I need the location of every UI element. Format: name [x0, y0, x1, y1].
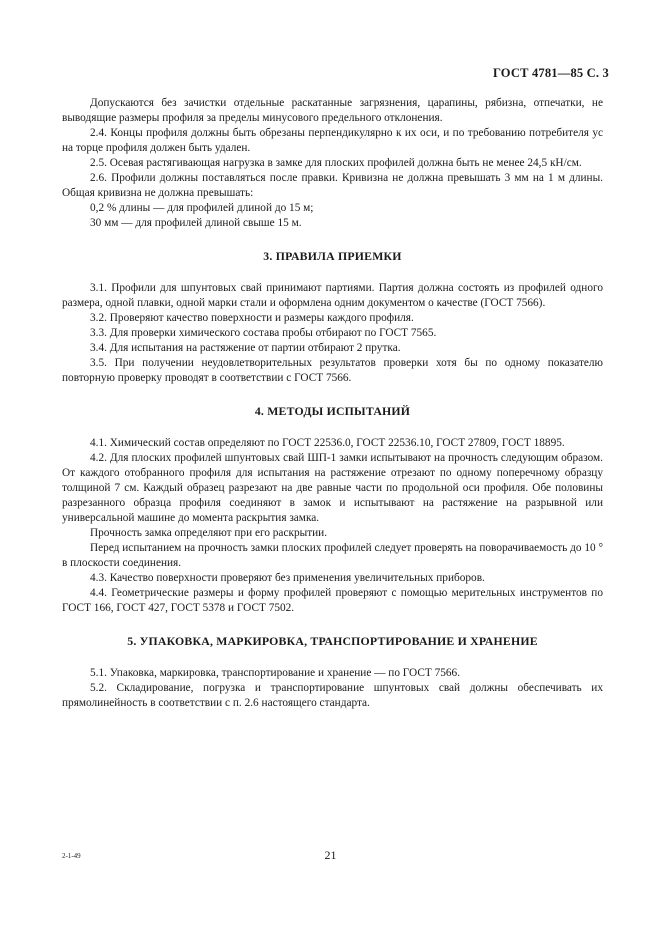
- paragraph-4-3: 4.3. Качество поверхности проверяют без применения увеличительных приборов.: [90, 572, 485, 584]
- document-body: [62, 96, 603, 711]
- paragraph-3-4: 3.4. Для испытания на растяжение от партии отбирают 2 прутка.: [90, 342, 401, 354]
- section-4-heading: 4. МЕТОДЫ ИСПЫТАНИЙ: [254, 404, 411, 418]
- section-5-heading: 5. УПАКОВКА, МАРКИРОВКА, ТРАНСПОРТИРОВАНИЕ И ХРАНЕНИЕ: [127, 634, 538, 648]
- paragraph-5-2: 5.2. Складирование, погрузка и транспортирование шпунтовых свай должны обеспечивать их прямолинейность в соответствии с п. 2.6 настоящего стандарта.: [62, 682, 603, 709]
- paragraph-3-5: 3.5. При получении неудовлетворительных результатов проверки хотя бы по одному показателю повторную проверку проводят в соответствии с ГОСТ 7566.: [62, 357, 603, 384]
- paragraph-4-2: 4.2. Для плоских профилей шпунтовых свай ШП-1 замки испытывают на прочность следующим образом. От каждого отобранного профиля для испытания на растяжение отрезают по одному поперечному образцу толщиной 7 см. Каждый образец разрезают на две равные части по продольной оси профиля. Обе половины разрезанного образца профиля соединяют в замок и испытывают на растяжение на разрывной или универсальной машине до момента раскрытия замка.: [62, 452, 603, 524]
- paragraph-2-5: 2.5. Осевая растягивающая нагрузка в замке для плоских профилей должна быть не менее 24,5 кН/см.: [90, 157, 582, 169]
- paragraph-2-3-cont: Допускаются без зачистки отдельные раскатанные загрязнения, царапины, рябизна, отпечатки, не выводящие размеры профиля за пределы минусового предельного отклонения.: [62, 97, 603, 124]
- paragraph-2-6-item-b: 30 мм — для профилей длиной свыше 15 м.: [90, 217, 302, 229]
- paragraph-2-6-item-a: 0,2 % длины — для профилей длиной до 15 м;: [90, 202, 314, 214]
- paragraph-2-4: 2.4. Концы профиля должны быть обрезаны перпендикулярно к их оси, и по требованию потребителя ус на торце профиля должен быть удален.: [62, 127, 603, 154]
- paragraph-4-4: 4.4. Геометрические размеры и форму профилей проверяют с помощью мерительных инструментов по ГОСТ 166, ГОСТ 427, ГОСТ 5378 и ГОСТ 7502.: [62, 587, 603, 614]
- page-number: 21: [324, 848, 337, 862]
- paragraph-3-1: 3.1. Профили для шпунтовых свай принимают партиями. Партия должна состоять из профилей одного размера, одной плавки, одной марки стали и оформлена одним документом о качестве (ГОСТ 7566).: [62, 282, 603, 309]
- page-header: ГОСТ 4781—85 С. 3: [492, 66, 609, 80]
- paragraph-4-1: 4.1. Химический состав определяют по ГОСТ 22536.0, ГОСТ 22536.10, ГОСТ 27809, ГОСТ 18895.: [90, 437, 565, 449]
- paragraph-3-3: 3.3. Для проверки химического состава пробы отбирают по ГОСТ 7565.: [90, 327, 437, 339]
- section-3-heading: 3. ПРАВИЛА ПРИЕМКИ: [263, 249, 402, 263]
- paragraph-4-2-strength: Прочность замка определяют при его раскрытии.: [90, 527, 328, 539]
- paragraph-3-2: 3.2. Проверяют качество поверхности и размеры каждого профиля.: [90, 312, 414, 324]
- paragraph-2-6: 2.6. Профили должны поставляться после правки. Кривизна не должна превышать 3 мм на 1 м длины. Общая кривизна не должна превышать:: [62, 172, 603, 199]
- footer-print-code: 2-1-49: [62, 852, 81, 860]
- paragraph-4-2-rotation: Перед испытанием на прочность замки плоских профилей следует проверять на поворачиваемость до 10 ° в плоскости соединения.: [62, 542, 603, 569]
- paragraph-5-1: 5.1. Упаковка, маркировка, транспортирование и хранение — по ГОСТ 7566.: [90, 667, 461, 679]
